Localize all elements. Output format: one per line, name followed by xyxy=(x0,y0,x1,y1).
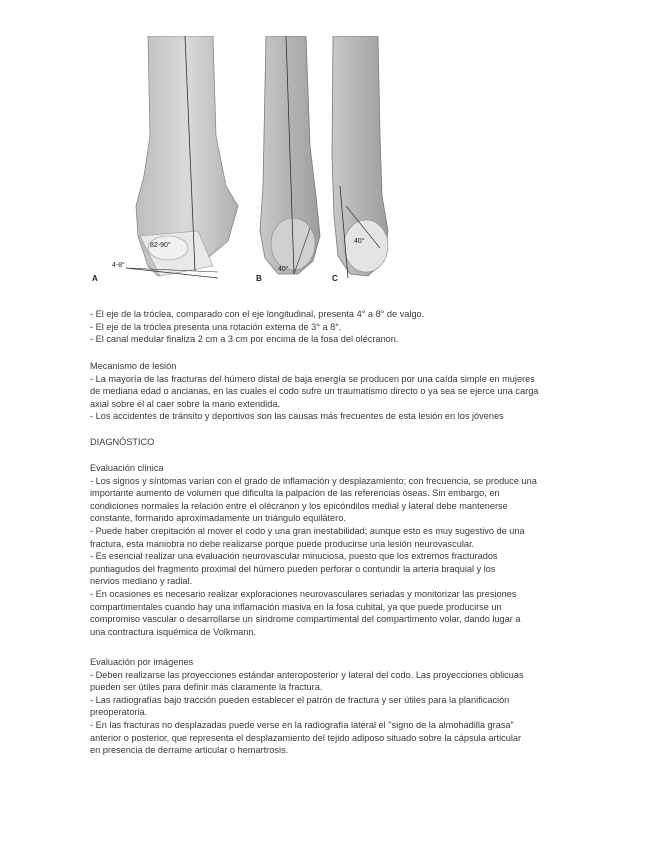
paragraph-line: compartimentales cuando hay una inflamación masiva en la fosa cubital, ya que puede producirse un xyxy=(90,601,502,612)
intro-section xyxy=(90,308,572,346)
intro-line: - El canal medular finaliza 2 cm a 3 cm por encima de la fosa del olécranon. xyxy=(90,334,399,345)
paragraph-line: condiciones normales la relación entre el olécranon y los epicóndilos medial y lateral debe mantenerse xyxy=(90,500,508,511)
section-heading-mecanismo: Mecanismo de lesión xyxy=(90,361,177,371)
anatomy-figure xyxy=(88,36,396,294)
paragraph-line: - Los signos y síntomas varían con el grado de inflamación y desplazamiento; con frecuencia, se produce una xyxy=(90,475,537,486)
paragraph-line: - Las radiografías bajo tracción pueden establecer el patrón de fractura y ser útiles para la planificación xyxy=(90,694,510,705)
paragraph-line: axial sobre él al caer sobre la mano extendida. xyxy=(90,398,280,409)
paragraph-line: anterior o posterior, que representa el desplazamiento del tejido adiposo situado sobre la cápsula articular xyxy=(90,732,522,743)
paragraph-line: - Los accidentes de tránsito y deportivos son las causas más frecuentes de esta lesión en los jóvenes xyxy=(90,411,504,422)
mecanismo-section xyxy=(90,360,572,423)
paragraph-line: - Puede haber crepitación al mover el codo y una gran inestabilidad; aunque esto es muy sugestivo de una xyxy=(90,525,525,536)
paragraph-line: en presencia de derrame articular o hemartrosis. xyxy=(90,745,289,756)
paragraph-line: constante, formando aproximadamente un triángulo equilátero. xyxy=(90,513,346,524)
angle-label-c: 40° xyxy=(354,238,365,245)
paragraph-line: - La mayoría de las fracturas del húmero distal de baja energía se producen por una caída simple en mujeres xyxy=(90,373,535,384)
paragraph-line: puntiagudos del fragmento proximal del húmero pueden perforar o contundir la arteria braquial y los xyxy=(90,563,496,574)
paragraph-line: - Deben realizarse las proyecciones estándar anteroposterior y lateral del codo. Las proyecciones oblicuas xyxy=(90,669,524,680)
intro-line: - El eje de la tróclea presenta una rotación externa de 3° a 8°. xyxy=(90,321,342,332)
angle-label-b: 40° xyxy=(278,266,289,273)
paragraph-line: de mediana edad o ancianas, en las cuales el codo sufre un traumatismo directo o ya sea se ejerce una carga xyxy=(90,386,539,397)
diagnostico-section xyxy=(90,436,572,449)
section-heading-diagnostico: DIAGNÓSTICO xyxy=(90,437,155,447)
intro-line: - El eje de la tróclea, comparado con el eje longitudinal, presenta 4° a 8° de valgo. xyxy=(90,309,425,319)
paragraph-line: pueden ser útiles para definir más claramente la fractura. xyxy=(90,682,323,693)
section-heading-clinica: Evaluación clínica xyxy=(90,463,164,473)
section-heading-imagenes: Evaluación por imágenes xyxy=(90,657,194,667)
angle-label-a1: 82-90° xyxy=(150,242,171,249)
imagenes-section xyxy=(90,656,572,757)
figure-label-c: C xyxy=(332,274,338,283)
angle-label-a2: 4-8° xyxy=(112,262,125,269)
paragraph-line: - En ocasiones es necesario realizar exploraciones neurovasculares seriadas y monitorizar las presiones xyxy=(90,588,517,599)
figure-label-a: A xyxy=(92,274,98,283)
paragraph-line: - Es esencial realizar una evaluación neurovascular minuciosa, puesto que los extremos fracturados xyxy=(90,551,498,562)
paragraph-line: fractura, esta maniobra no debe realizarse porque puede producirse una lesión neurovascular. xyxy=(90,538,475,549)
clinica-section xyxy=(90,462,572,638)
paragraph-line: nervios mediano y radial. xyxy=(90,576,193,587)
paragraph-line: compromiso vascular o desarrollarse un síndrome compartimental del compartimento volar, dando lugar a xyxy=(90,614,521,625)
humerus-illustration xyxy=(88,36,396,294)
paragraph-line: importante aumento de volumen que dificulta la palpación de las referencias óseas. Sin embargo, en xyxy=(90,488,500,499)
paragraph-line: una contractura isquémica de Volkmann. xyxy=(90,626,256,637)
figure-label-b: B xyxy=(256,274,262,283)
paragraph-line: - En las fracturas no desplazadas puede verse en la radiografía lateral el "signo de la almohadilla grasa" xyxy=(90,719,514,730)
paragraph-line: preoperatoria. xyxy=(90,707,148,718)
